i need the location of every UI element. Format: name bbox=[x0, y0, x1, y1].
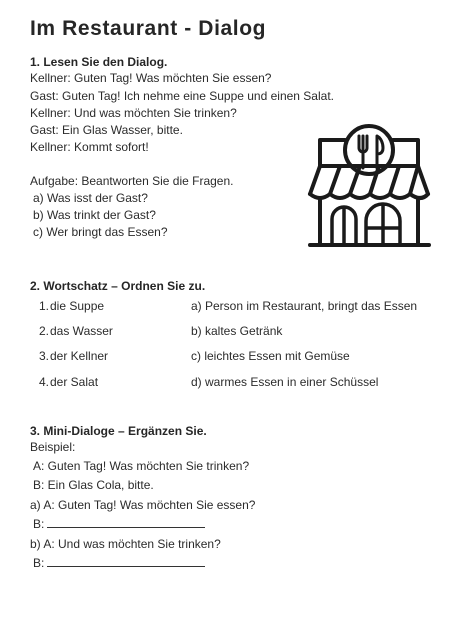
question-item: b) Was trinkt der Gast? bbox=[33, 208, 156, 222]
example-label: Beispiel: bbox=[30, 440, 76, 454]
example-line: A: Guten Tag! Was möchten Sie trinken? bbox=[33, 459, 250, 473]
vocab-number: 4. bbox=[39, 375, 50, 389]
vocab-word: der Kellner bbox=[50, 349, 109, 363]
answer-label: B: bbox=[33, 517, 45, 531]
vocab-row bbox=[30, 299, 450, 316]
dialog-line: Kellner: Guten Tag! Was möchten Sie essen? bbox=[30, 71, 272, 85]
section-3-heading: 3. Mini-Dialoge – Ergänzen Sie. bbox=[30, 424, 207, 438]
question-item: c) Wer bringt das Essen? bbox=[33, 225, 168, 239]
vocab-definition: a) Person im Restaurant, bringt das Essen bbox=[191, 299, 418, 313]
task-instruction: Aufgabe: Beantworten Sie die Fragen. bbox=[30, 174, 234, 188]
vocab-word: die Suppe bbox=[50, 299, 105, 313]
exercise-answer bbox=[33, 516, 205, 533]
vocab-word: das Wasser bbox=[50, 324, 113, 338]
vocab-number: 3. bbox=[39, 349, 50, 363]
exercise-question: a) A: Guten Tag! Was möchten Sie essen? bbox=[30, 498, 256, 512]
answer-blank[interactable] bbox=[47, 516, 205, 528]
vocab-row bbox=[30, 349, 450, 366]
vocab-number: 2. bbox=[39, 324, 50, 338]
answer-blank[interactable] bbox=[47, 555, 205, 567]
vocab-word: der Salat bbox=[50, 375, 99, 389]
exercise-question: b) A: Und was möchten Sie trinken? bbox=[30, 537, 221, 551]
section-1-heading: 1. Lesen Sie den Dialog. bbox=[30, 55, 168, 69]
vocab-definition: d) warmes Essen in einer Schüssel bbox=[191, 375, 379, 389]
example-line: B: Ein Glas Cola, bitte. bbox=[33, 478, 154, 492]
vocab-definition: c) leichtes Essen mit Gemüse bbox=[191, 349, 350, 363]
answer-label: B: bbox=[33, 556, 45, 570]
vocab-row bbox=[30, 375, 450, 392]
section-2-heading: 2. Wortschatz – Ordnen Sie zu. bbox=[30, 279, 206, 293]
dialog-line: Kellner: Und was möchten Sie trinken? bbox=[30, 106, 237, 120]
dialog-line: Kellner: Kommt sofort! bbox=[30, 140, 149, 154]
dialog-line: Gast: Guten Tag! Ich nehme eine Suppe und einen Salat. bbox=[30, 89, 334, 103]
dialog-line: Gast: Ein Glas Wasser, bitte. bbox=[30, 123, 183, 137]
question-item: a) Was isst der Gast? bbox=[33, 191, 148, 205]
exercise-answer bbox=[33, 555, 205, 572]
page-title: Im Restaurant - Dialog bbox=[30, 17, 267, 40]
restaurant-storefront-icon bbox=[306, 124, 433, 250]
vocab-number: 1. bbox=[39, 299, 50, 313]
vocab-definition: b) kaltes Getränk bbox=[191, 324, 283, 338]
vocab-row bbox=[30, 324, 450, 341]
